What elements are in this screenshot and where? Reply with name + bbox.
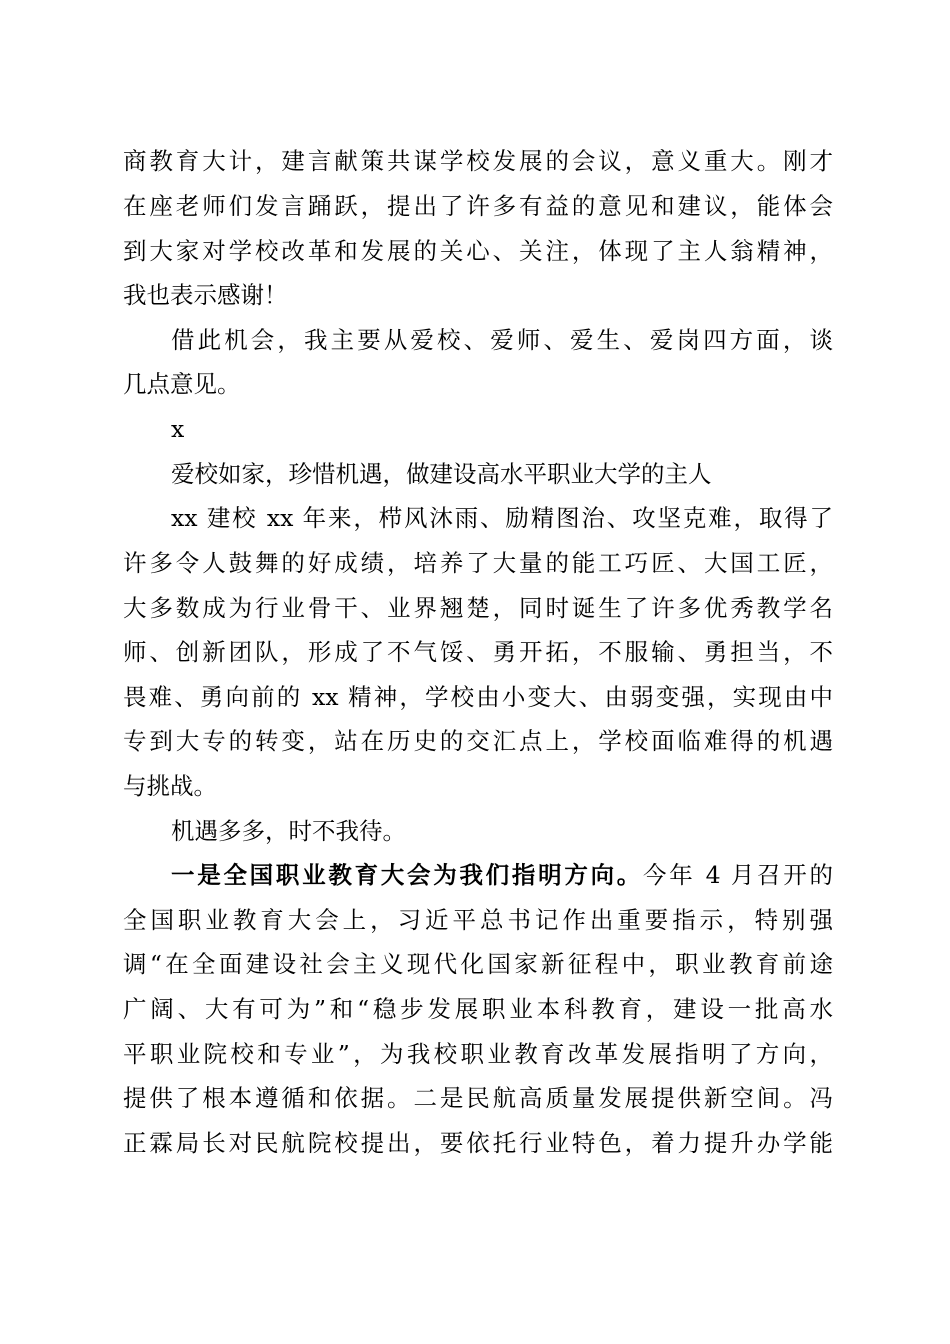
paragraph-line: 师、创新团队，形成了不气馁、勇开拓，不服输、勇担当，不 <box>123 638 833 666</box>
section-marker: x <box>171 415 185 443</box>
paragraph-line: xx 建校 xx 年来，栉风沐雨、励精图治、攻坚克难，取得了 <box>171 504 834 532</box>
paragraph-line: 几点意见。 <box>123 370 241 398</box>
paragraph-line-with-lead <box>171 855 833 895</box>
section-heading: 爱校如家，珍惜机遇，做建设高水平职业大学的主人 <box>171 460 712 488</box>
paragraph-line: 商教育大计，建言献策共谋学校发展的会议，意义重大。刚才 <box>123 147 833 175</box>
paragraph-line: 借此机会，我主要从爱校、爱师、爱生、爱岗四方面，谈 <box>171 326 833 354</box>
bold-lead-phrase: 一是全国职业教育大会为我们指明方向。 <box>171 861 644 889</box>
paragraph-line: 畏难、勇向前的 xx 精神，学校由小变大、由弱变强，实现由中 <box>123 683 833 711</box>
paragraph-line: 广阔、大有可为”和“稳步发展职业本科教育，建设一批高水 <box>123 995 833 1023</box>
paragraph-line: 平职业院校和专业”，为我校职业教育改革发展指明了方向， <box>123 1040 833 1068</box>
paragraph-line: 专到大专的转变，站在历史的交汇点上，学校面临难得的机遇 <box>123 727 833 755</box>
paragraph-line: 全国职业教育大会上，习近平总书记作出重要指示，特别强 <box>123 906 833 934</box>
paragraph-line: 与挑战。 <box>123 772 217 800</box>
paragraph-line: 我也表示感谢！ <box>123 281 288 309</box>
paragraph-line: 机遇多多，时不我待。 <box>171 817 406 845</box>
paragraph-line: 许多令人鼓舞的好成绩，培养了大量的能工巧匠、大国工匠， <box>123 549 833 577</box>
paragraph-line: 调“在全面建设社会主义现代化国家新征程中，职业教育前途 <box>123 950 833 978</box>
paragraph-line: 提供了根本遵循和依据。二是民航高质量发展提供新空间。冯 <box>123 1084 833 1112</box>
paragraph-line: 正霖局长对民航院校提出，要依托行业特色，着力提升办学能 <box>123 1129 833 1157</box>
paragraph-line: 大多数成为行业骨干、业界翘楚，同时诞生了许多优秀教学名 <box>123 594 833 622</box>
paragraph-line: 到大家对学校改革和发展的关心、关注，体现了主人翁精神， <box>123 237 833 265</box>
paragraph-line: 在座老师们发言踊跃，提出了许多有益的意见和建议，能体会 <box>123 192 833 220</box>
lead-continuation: 今年 4 月召开的 <box>643 861 833 889</box>
